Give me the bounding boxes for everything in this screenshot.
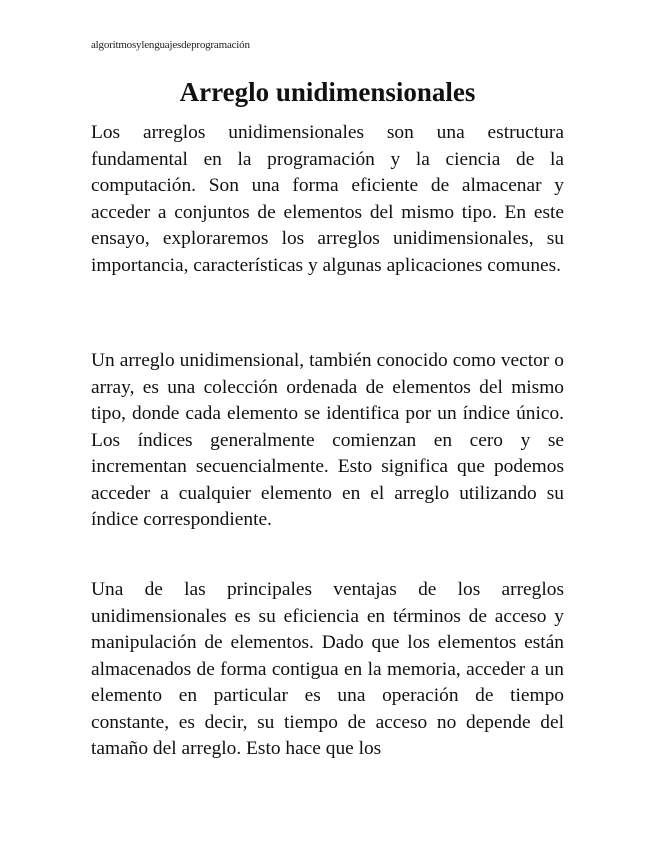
document-title: Arreglo unidimensionales xyxy=(179,77,476,107)
paragraph-intro: Los arreglos unidimensionales son una estructura fundamental en la programación y la ciencia de la computación. Son una forma eficiente de almacenar y acceder a conjuntos de elementos del mismo tipo. En este ensayo, exploraremos los arreglos unidimensionales, su importancia, características y algunas aplicaciones comunes. xyxy=(91,122,564,276)
running-header: algoritmosylenguajesdeprogramación xyxy=(91,39,250,51)
paragraph-advantages: Una de las principales ventajas de los arreglos unidimensionales es su eficiencia en términos de acceso y manipulación de elementos. Dado que los elementos están almacenados de forma contigua en la memoria, acceder a un elemento en particular es una operación de tiempo constante, es decir, su tiempo de acceso no depende del tamaño del arreglo. Esto hace que los xyxy=(91,579,564,759)
paragraph-definition: Un arreglo unidimensional, también conocido como vector o array, es una colección ordenada de elementos del mismo tipo, donde cada elemento se identifica por un índice único. Los índices generalmente comienzan en cero y se incrementan secuencialmente. Esto significa que podemos acceder a cualquier elemento en el arreglo utilizando su índice correspondiente. xyxy=(91,350,564,530)
